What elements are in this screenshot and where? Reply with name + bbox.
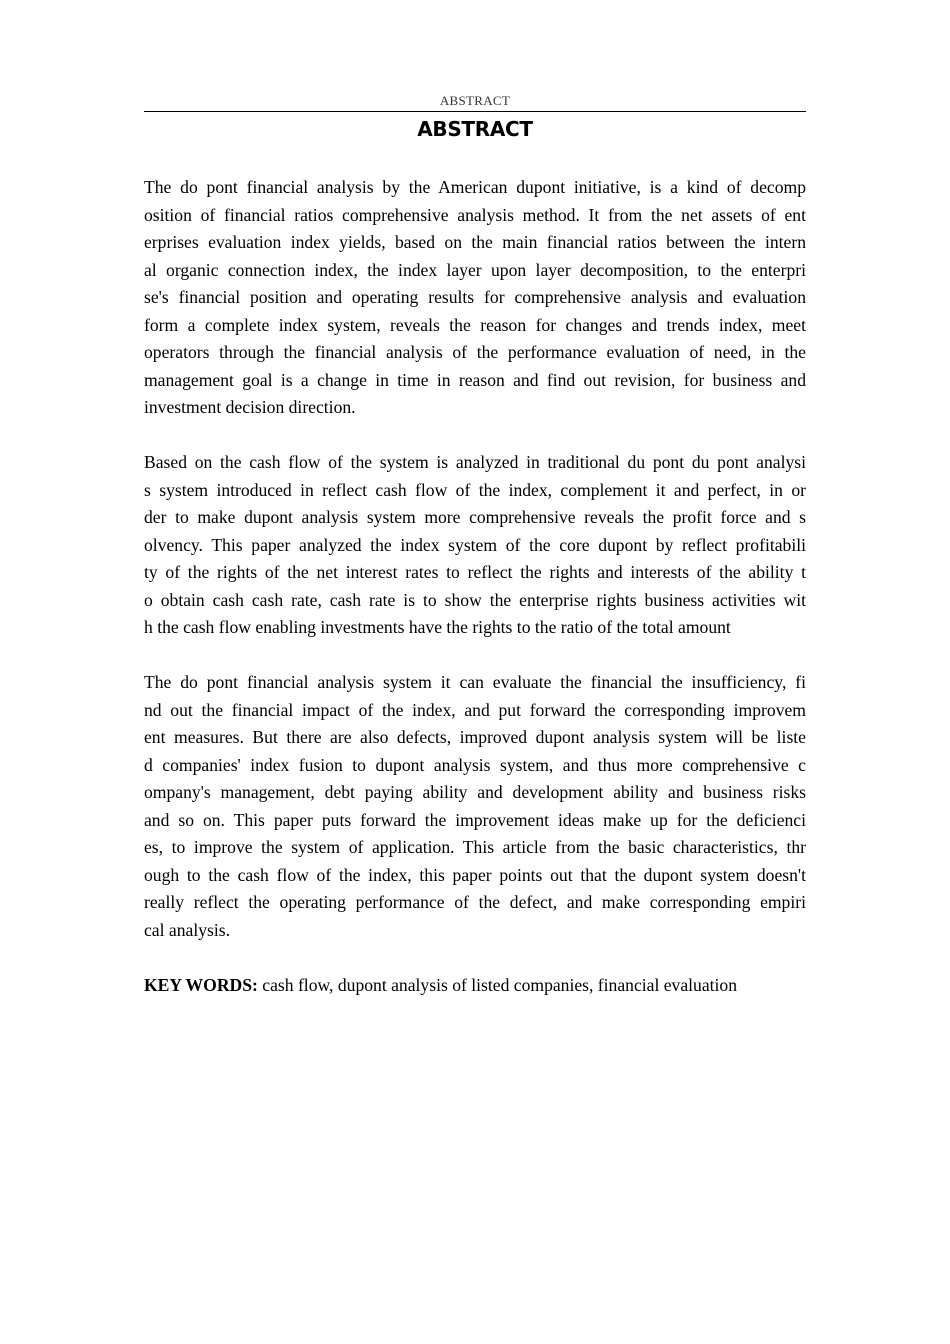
text-line: and so on. This paper puts forward the improvement ideas make up for the deficienci [144, 809, 806, 830]
keywords-text: cash flow, dupont analysis of listed companies, financial evaluation [257, 974, 738, 995]
header-rule [144, 111, 806, 112]
text-line: erprises evaluation index yields, based on the main financial ratios between the intern [144, 232, 806, 252]
text-line: ough to the cash flow of the index, this paper points out that the dupont system doesn't [144, 864, 806, 885]
text-line: management goal is a change in time in reason and find out revision, for business and [144, 369, 806, 390]
keywords [144, 972, 806, 1000]
text-line: investment decision direction. [144, 397, 356, 417]
text-line: Based on the cash flow of the system is analyzed in traditional du pont du pont analysi [144, 452, 806, 472]
text-line: really reflect the operating performance of the defect, and make corresponding empiri [144, 892, 806, 912]
text-line: h the cash flow enabling investments have the rights to the ratio of the total amount [144, 617, 731, 637]
text-line: cal analysis. [144, 919, 230, 940]
text-line: The do pont financial analysis by the American dupont initiative, is a kind of decomp [144, 177, 806, 197]
text-line: der to make dupont analysis system more comprehensive reveals the profit force and s [144, 507, 806, 527]
abstract-body [144, 174, 806, 999]
text-line: ompany's management, debt paying ability and development ability and business risks [144, 782, 806, 802]
text-line: nd out the financial impact of the index, and put forward the corresponding improvem [144, 699, 806, 720]
text-line: al organic connection index, the index layer upon layer decomposition, to the enterpri [144, 259, 806, 280]
text-line: s system introduced in reflect cash flow of the index, complement it and perfect, in or [144, 479, 806, 500]
text-line: se's financial position and operating results for comprehensive analysis and evaluation [144, 287, 806, 307]
keywords-label: KEY WORDS: [144, 974, 258, 995]
page-title: ABSTRACT [417, 117, 533, 141]
text-line: es, to improve the system of application. This article from the basic characteristics, thr [144, 837, 806, 857]
paragraph-1 [144, 174, 806, 422]
text-line: operators through the financial analysis of the performance evaluation of need, in the [144, 342, 806, 362]
text-line: olvency. This paper analyzed the index system of the core dupont by reflect profitabili [144, 534, 806, 555]
text-line: osition of financial ratios comprehensive analysis method. It from the net assets of ent [144, 204, 806, 225]
text-line: form a complete index system, reveals the reason for changes and trends index, meet [144, 314, 806, 335]
text-line: ent measures. But there are also defects, improved dupont analysis system will be liste [144, 727, 806, 747]
paragraph-3 [144, 669, 806, 944]
text-line: o obtain cash cash rate, cash rate is to show the enterprise rights business activities wit [144, 589, 806, 610]
text-line: ty of the rights of the net interest rates to reflect the rights and interests of the ability t [144, 562, 806, 582]
paragraph-2 [144, 449, 806, 642]
running-header: ABSTRACT [439, 93, 511, 108]
text-line: The do pont financial analysis system it can evaluate the financial the insufficiency, fi [144, 672, 806, 692]
text-line: d companies' index fusion to dupont analysis system, and thus more comprehensive c [144, 754, 806, 775]
